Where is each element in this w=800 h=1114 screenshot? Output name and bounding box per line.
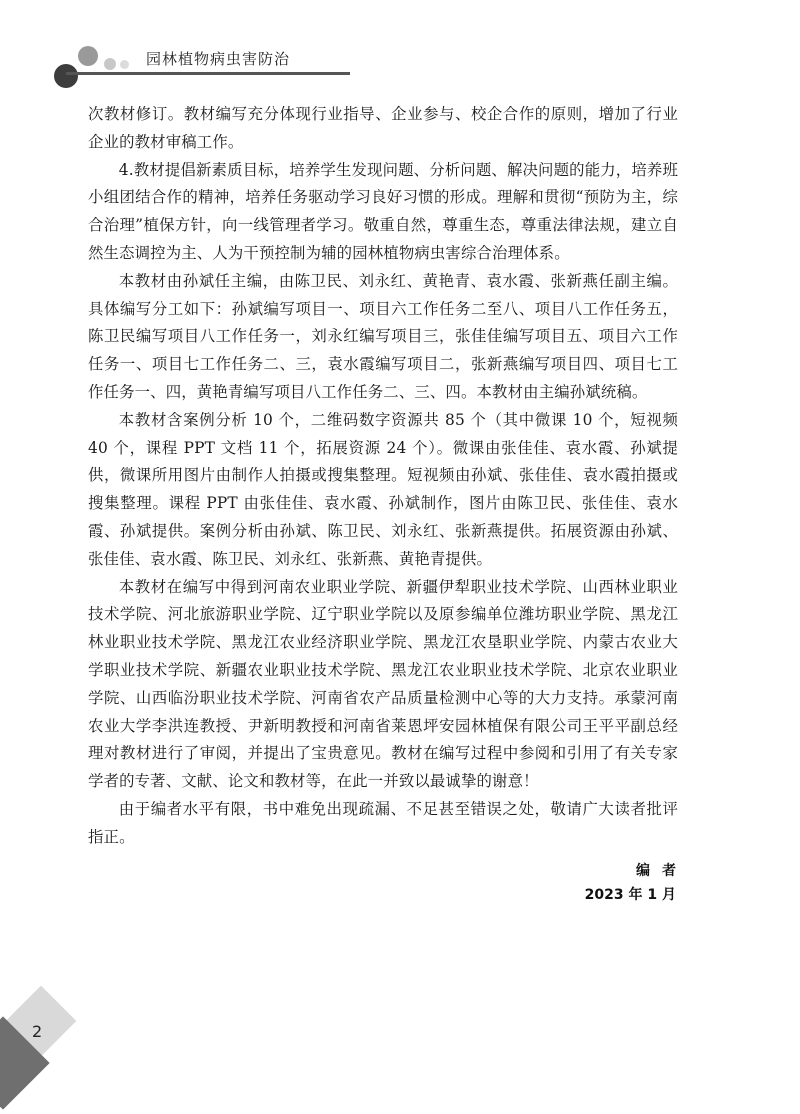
paragraph-acknowledgements: 本教材在编写中得到河南农业职业学院、新疆伊犁职业技术学院、山西林业职业技术学院、河北旅游职业学院、辽宁职业学院以及原参编单位潍坊职业学院、黑龙江林业职业技术学院、黑龙江农业经济职业学院、黑龙江农垦职业学院、内蒙古农业大学职业技术学院、新疆农业职业技术学院、黑龙江农业职业技术学院、北京农业职业学院、山西临汾职业技术学院、河南省农产品质量检测中心等的大力支持。承蒙河南农业大学李洪连教授、尹新明教授和河南省莱恩坪安园林植保有限公司王平平副总经理对教材进行了审阅，并提出了宝贵意见。教材在编写过程中参阅和引用了有关专家学者的专著、文献、论文和教材等，在此一并致以最诚挚的谢意！ [88,577,678,791]
header-circle-icon [120,60,129,69]
preface-body [88,101,678,852]
header-decoration [54,44,144,84]
paragraph-editors: 本教材由孙斌任主编，由陈卫民、刘永红、黄艳青、袁水霞、张新燕任副主编。具体编写分工如下：孙斌编写项目一、项目六工作任务二至八、项目八工作任务五，陈卫民编写项目八工作任务一，刘永红编写项目三，张佳佳编写项目五、项目六工作任务一、项目七工作任务二、三，袁水霞编写项目二，张新燕编写项目四、项目七工作任务一、四，黄艳青编写项目八工作任务二、三、四。本教材由主编孙斌统稿。 [88,271,678,401]
paragraph-disclaimer: 由于编者水平有限，书中难免出现疏漏、不足甚至错误之处，敬请广大读者批评指正。 [88,799,678,846]
signature-date: 2023 年 1 月 [584,887,676,903]
header-rule [66,72,350,75]
header-circle-icon [78,46,98,66]
paragraph-item-4: 4.教材提倡新素质目标，培养学生发现问题、分析问题、解决问题的能力，培养班小组团结合作的精神，培养任务驱动学习良好习惯的形成。理解和贯彻“预防为主，综合治理”植保方针，向一线管理者学习。敬重自然，尊重生态，尊重法律法规，建立自然生态调控为主、人为干预控制为辅的园林植物病虫害综合治理体系。 [88,160,678,262]
page-number: 2 [32,1022,43,1041]
header-circle-icon [54,64,78,88]
running-header-title: 园林植物病虫害防治 [146,50,291,68]
header-circle-icon [104,58,116,70]
signature-editor: 编者 [636,863,688,879]
paragraph-resources: 本教材含案例分析 10 个，二维码数字资源共 85 个（其中微课 10 个，短视频 40 个，课程 PPT 文档 11 个，拓展资源 24 个）。微课由张佳佳、袁水霞、孙斌提供，微课所用图片由制作人拍摄或搜集整理。短视频由孙斌、张佳佳、袁水霞拍摄或搜集整理。课程 PPT 由张佳佳、袁水霞、孙斌制作，图片由陈卫民、张佳佳、袁水霞、孙斌提供。案例分析由孙斌、陈卫民、刘永红、张新燕提供。拓展资源由孙斌、张佳佳、袁水霞、陈卫民、刘永红、张新燕、黄艳青提供。 [88,410,678,568]
paragraph-continuation: 次教材修订。教材编写充分体现行业指导、企业参与、校企合作的原则，增加了行业企业的教材审稿工作。 [88,105,678,151]
